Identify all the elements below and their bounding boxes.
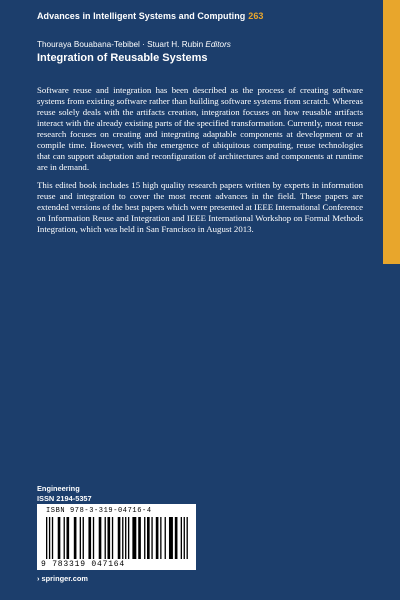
barcode-bar [88, 517, 91, 559]
barcode-bar [49, 517, 50, 559]
blurb-paragraph: This edited book includes 15 high quality research papers written by experts in information reuse and integration to cover the most recent advances in the field. These papers are extended versions of the best papers which were presented at IEEE International Conference on Information Reuse and Integration and IEEE International Workshop on Formal Methods Integration, which was held in San Francisco in August 2013. [37, 180, 363, 234]
barcode-bar [128, 517, 129, 559]
barcode-bar [181, 517, 182, 559]
barcode-bar [80, 517, 81, 559]
barcode-bar [105, 517, 106, 559]
barcode-bar [107, 517, 110, 559]
barcode-bar [99, 517, 102, 559]
barcode-bar [156, 517, 159, 559]
barcode-box [37, 504, 196, 570]
barcode-bar [144, 517, 145, 559]
barcode-bar [160, 517, 161, 559]
isbn-label: ISBN 978-3-319-04716-4 [46, 507, 152, 515]
barcode [46, 517, 188, 559]
barcode-bar [165, 517, 166, 559]
barcode-bar [64, 517, 65, 559]
barcode-bar [52, 517, 53, 559]
series-name: Advances in Intelligent Systems and Computing [37, 11, 246, 21]
barcode-bar [118, 517, 121, 559]
barcode-bar [112, 517, 113, 559]
barcode-bar [46, 517, 47, 559]
barcode-bar [132, 517, 136, 559]
barcode-bar [74, 517, 77, 559]
editor-names: Thouraya Bouabana-Tebibel · Stuart H. Rubin [37, 40, 204, 49]
barcode-bar [125, 517, 126, 559]
barcode-bar [184, 517, 185, 559]
barcode-bar [58, 517, 61, 559]
barcode-bar [151, 517, 152, 559]
barcode-bar [66, 517, 69, 559]
book-title: Integration of Reusable Systems [37, 52, 208, 64]
barcode-digits: 9 783319 047164 [41, 560, 126, 569]
subject-label: Engineering [37, 484, 80, 493]
back-cover-blurb [37, 85, 363, 242]
barcode-bar [122, 517, 123, 559]
series-volume: 263 [248, 11, 264, 21]
barcode-bar [138, 517, 141, 559]
accent-stripe [383, 0, 400, 264]
blurb-paragraph: Software reuse and integration has been described as the process of creating software systems from existing software rather than building software systems from scratch. Whereas reuse solely deals with the artifacts creation, integration focuses on how reusable artifacts interact with the already existing parts of the specified transformation. Currently, most reuse research focuses on creating and integrating adaptable components at development or at compile time. However, with the emergence of ubiquitous computing, reuse technologies that can support adaptation and reconfiguration of architectures and components at runtime are in demand. [37, 85, 363, 172]
barcode-bar [175, 517, 178, 559]
editors-line [37, 40, 231, 49]
barcode-bar [147, 517, 150, 559]
barcode-bar [83, 517, 84, 559]
issn-label: ISSN 2194-5357 [37, 494, 92, 503]
subject-block [37, 484, 92, 504]
editor-role: Editors [205, 40, 231, 49]
series-header [37, 11, 263, 21]
barcode-bar [187, 517, 188, 559]
barcode-bar [169, 517, 173, 559]
barcode-bar [93, 517, 94, 559]
publisher-website: › springer.com [37, 574, 88, 583]
